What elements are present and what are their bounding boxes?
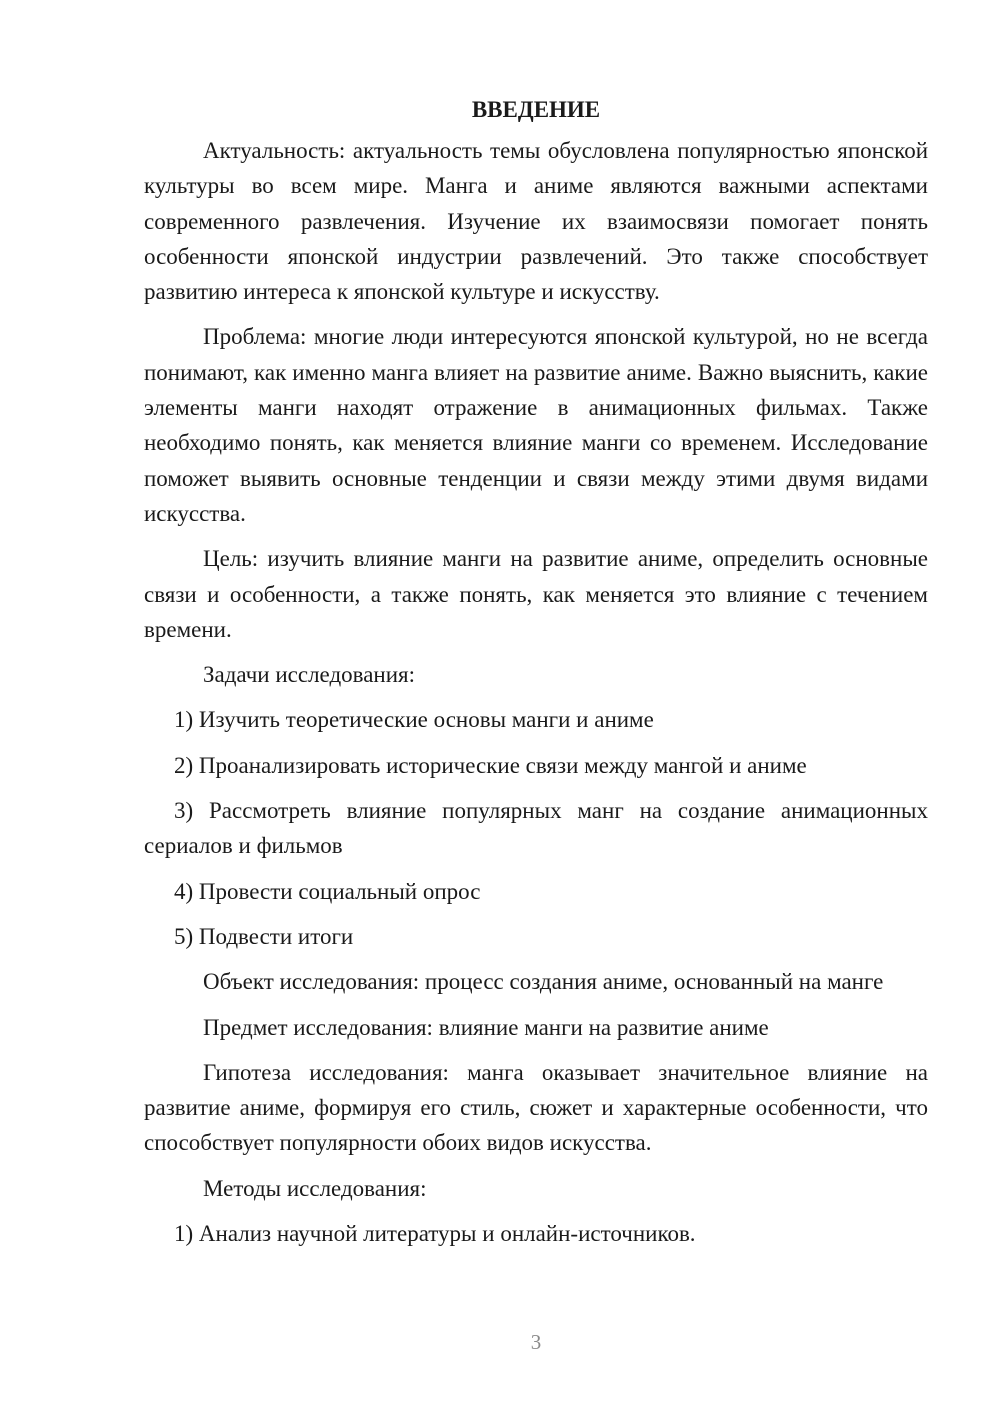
method-item: 1) Анализ научной литературы и онлайн-источников. [174,1221,696,1247]
page-number: 3 [530,1330,542,1354]
methods-title: Методы исследования: [203,1175,427,1201]
task-item: 1) Изучить теоретические основы манги и аниме [174,707,654,733]
paragraph-problem: Проблема: многие люди интересуются японской культурой, но не всегда понимают, как именно манга влияет на развитие аниме. Важно выяснить, какие элементы манги находят отражение в анимационных фильмах. Также необходимо понять, как меняется влияние манги со временем. Исследование поможет выявить основные тенденции и связи между этими двумя видами искусства. [144,324,928,526]
paragraph-subject: Предмет исследования: влияние манги на развитие аниме [203,1014,769,1040]
task-item: 5) Подвести итоги [174,923,354,949]
page-content [144,92,928,1261]
section-heading: ВВЕДЕНИЕ [471,97,601,122]
paragraph-relevance: Актуальность: актуальность темы обусловлена популярностью японской культуры во всем мире. Манга и аниме являются важными аспектами современного развлечения. Изучение их взаимосвязи помогает понять особенности японской индустрии развлечений. Это также способствует развитию интереса к японской культуре и искусству. [144,138,928,305]
paragraph-object: Объект исследования: процесс создания аниме, основанный на манге [203,969,884,995]
task-item: 2) Проанализировать исторические связи между мангой и аниме [174,752,807,778]
paragraph-hypothesis: Гипотеза исследования: манга оказывает значительное влияние на развитие аниме, формируя его стиль, сюжет и характерные особенности, что способствует популярности обоих видов искусства. [144,1059,928,1156]
task-item: 3) Рассмотреть влияние популярных манг на создание анимационных сериалов и фильмов [144,798,928,859]
paragraph-goal: Цель: изучить влияние манги на развитие аниме, определить основные связи и особенности, а также понять, как меняется это влияние с течением времени. [144,546,928,642]
task-item: 4) Провести социальный опрос [174,878,481,904]
tasks-title: Задачи исследования: [203,662,416,688]
